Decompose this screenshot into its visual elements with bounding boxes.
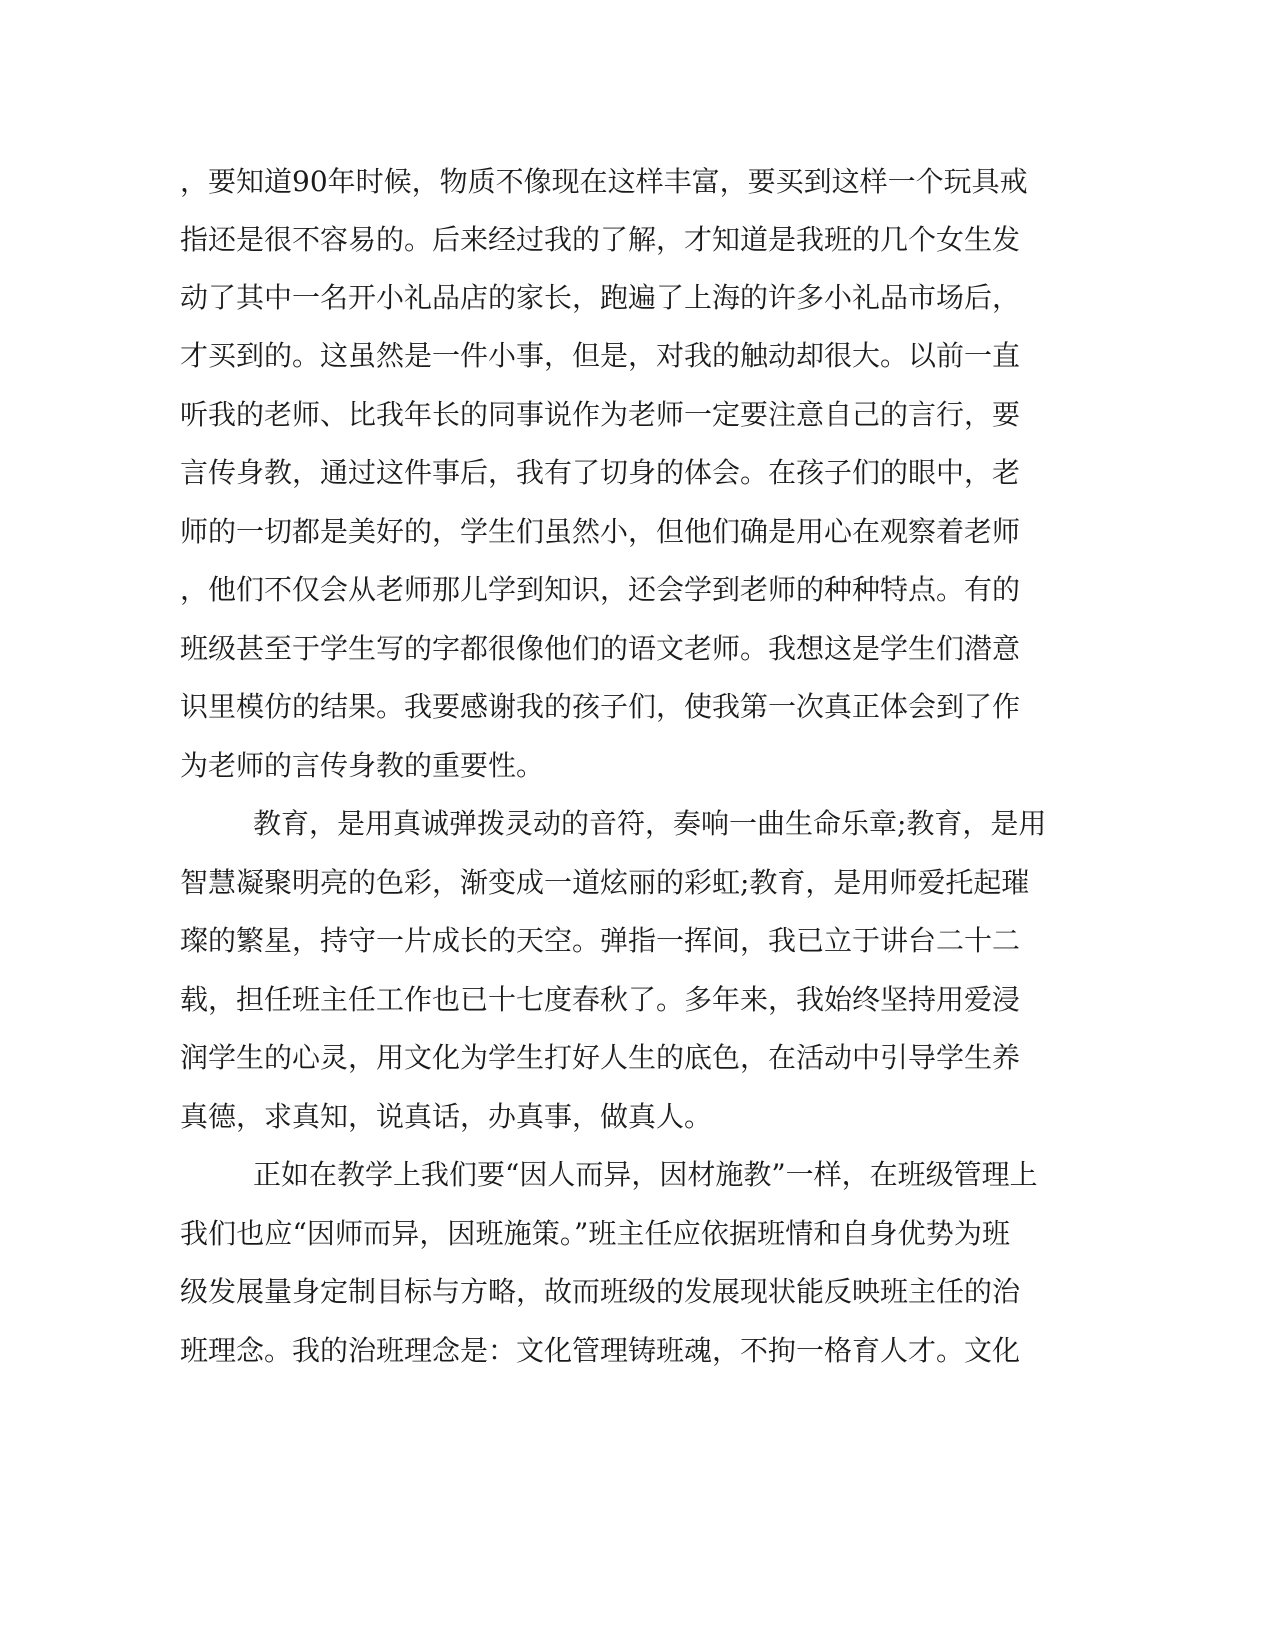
text-line: 班理念。我的治班理念是：文化管理铸班魂，不拘一格育人才。文化 xyxy=(180,1334,1021,1367)
text-line: 听我的老师、比我年长的同事说作为老师一定要注意自己的言行，要 xyxy=(180,398,1021,431)
text-line: 智慧凝聚明亮的色彩，渐变成一道炫丽的彩虹;教育，是用师爱托起璀 xyxy=(180,866,1030,899)
text-line: 载，担任班主任工作也已十七度春秋了。多年来，我始终坚持用爱浸 xyxy=(180,983,1021,1016)
text-line: 识里模仿的结果。我要感谢我的孩子们，使我第一次真正体会到了作 xyxy=(180,690,1021,723)
paragraph-first-line: 教育，是用真诚弹拨灵动的音符，奏响一曲生命乐章;教育，是用 xyxy=(253,807,1047,840)
paragraph-first-line: 正如在教学上我们要“因人而异，因材施教”一样，在班级管理上 xyxy=(253,1158,1038,1191)
text-line: 才买到的。这虽然是一件小事，但是，对我的触动却很大。以前一直 xyxy=(180,339,1021,372)
text-line: ，要知道90年时候，物质不像现在这样丰富，要买到这样一个玩具戒 xyxy=(180,165,1028,198)
text-line: 指还是很不容易的。后来经过我的了解，才知道是我班的几个女生发 xyxy=(180,223,1021,256)
text-line: 真德，求真知，说真话，办真事，做真人。 xyxy=(180,1100,713,1133)
text-line: 言传身教，通过这件事后，我有了切身的体会。在孩子们的眼中，老 xyxy=(180,456,1021,489)
text-line: ，他们不仅会从老师那儿学到知识，还会学到老师的种种特点。有的 xyxy=(180,573,1021,606)
text-line: 班级甚至于学生写的字都很像他们的语文老师。我想这是学生们潜意 xyxy=(180,632,1021,665)
text-line: 我们也应“因师而异，因班施策。”班主任应依据班情和自身优势为班 xyxy=(180,1217,1010,1250)
text-line: 璨的繁星，持守一片成长的天空。弹指一挥间，我已立于讲台二十二 xyxy=(180,924,1021,957)
text-line: 级发展量身定制目标与方略，故而班级的发展现状能反映班主任的治 xyxy=(180,1275,1021,1308)
text-line: 师的一切都是美好的，学生们虽然小，但他们确是用心在观察着老师 xyxy=(180,515,1021,548)
text-line: 润学生的心灵，用文化为学生打好人生的底色，在活动中引导学生养 xyxy=(180,1041,1021,1074)
text-line: 为老师的言传身教的重要性。 xyxy=(180,749,545,782)
text-line: 动了其中一名开小礼品店的家长，跑遍了上海的许多小礼品市场后， xyxy=(180,281,1021,314)
